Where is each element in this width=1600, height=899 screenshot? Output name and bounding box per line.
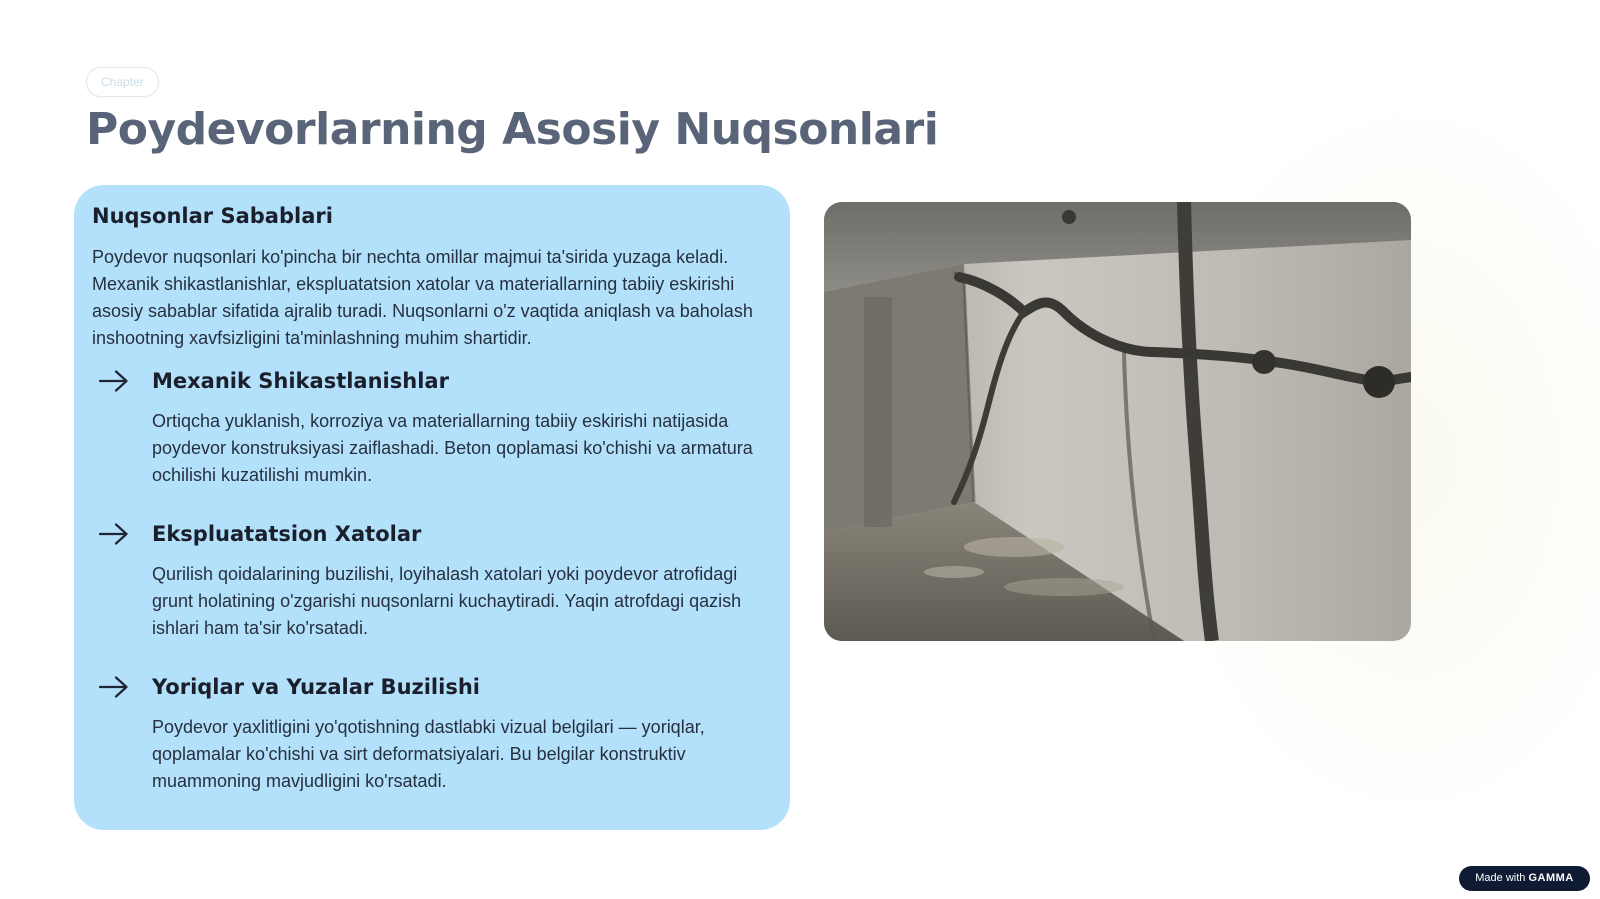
- item-title: Ekspluatatsion Xatolar: [152, 522, 422, 546]
- badge-prefix: Made with: [1475, 872, 1526, 884]
- item-title: Yoriqlar va Yuzalar Buzilishi: [152, 675, 480, 699]
- list-item: [92, 366, 772, 489]
- card-heading: Nuqsonlar Sabablari: [92, 204, 333, 228]
- badge-brand: GAMMA: [1528, 872, 1574, 884]
- arrow-right-icon: [99, 519, 133, 550]
- chapter-tag: Chapter: [86, 67, 159, 97]
- item-text: Poydevor yaxlitligini yo'qotishning dastlabki vizual belgilari — yoriqlar, qoplamalar ko'chishi va sirt deformatsiyalari. Bu belgilar konstruktiv muammoning mavjudligini ko'rsatadi.: [152, 717, 705, 791]
- made-with-gamma-badge[interactable]: [1459, 866, 1590, 891]
- page-title: Poydevorlarning Asosiy Nuqsonlari: [86, 104, 939, 155]
- content-card: [74, 185, 790, 830]
- item-text: Ortiqcha yuklanish, korroziya va materiallarning tabiiy eskirishi natijasida poydevor konstruksiyasi zaiflashadi. Beton qoplamasi ko'chishi va armatura ochilishi kuzatilishi mumkin.: [152, 411, 753, 485]
- arrow-right-icon: [99, 672, 133, 703]
- item-title: Mexanik Shikastlanishlar: [152, 369, 449, 393]
- arrow-right-icon: [99, 366, 133, 397]
- list-item: [92, 519, 772, 642]
- item-text: Qurilish qoidalarining buzilishi, loyihalash xatolari yoki poydevor atrofidagi grunt holatining o'zgarishi nuqsonlarni kuchaytiradi. Yaqin atrofdagi qazish ishlari ham ta'sir ko'rsatadi.: [152, 564, 742, 638]
- list-item: [92, 672, 772, 795]
- card-intro-text: Poydevor nuqsonlari ko'pincha bir nechta omillar majmui ta'sirida yuzaga keladi. Mexanik shikastlanishlar, ekspluatatsion xatolar va materiallarning tabiiy eskirishi asosiy sabablar sifatida ajralib turadi. Nuqsonlarni o'z vaqtida aniqlash va baholash inshootning xavfsizligini ta'minlashning muhim shartidir.: [92, 247, 753, 348]
- cracked-foundation-photo: [824, 202, 1411, 641]
